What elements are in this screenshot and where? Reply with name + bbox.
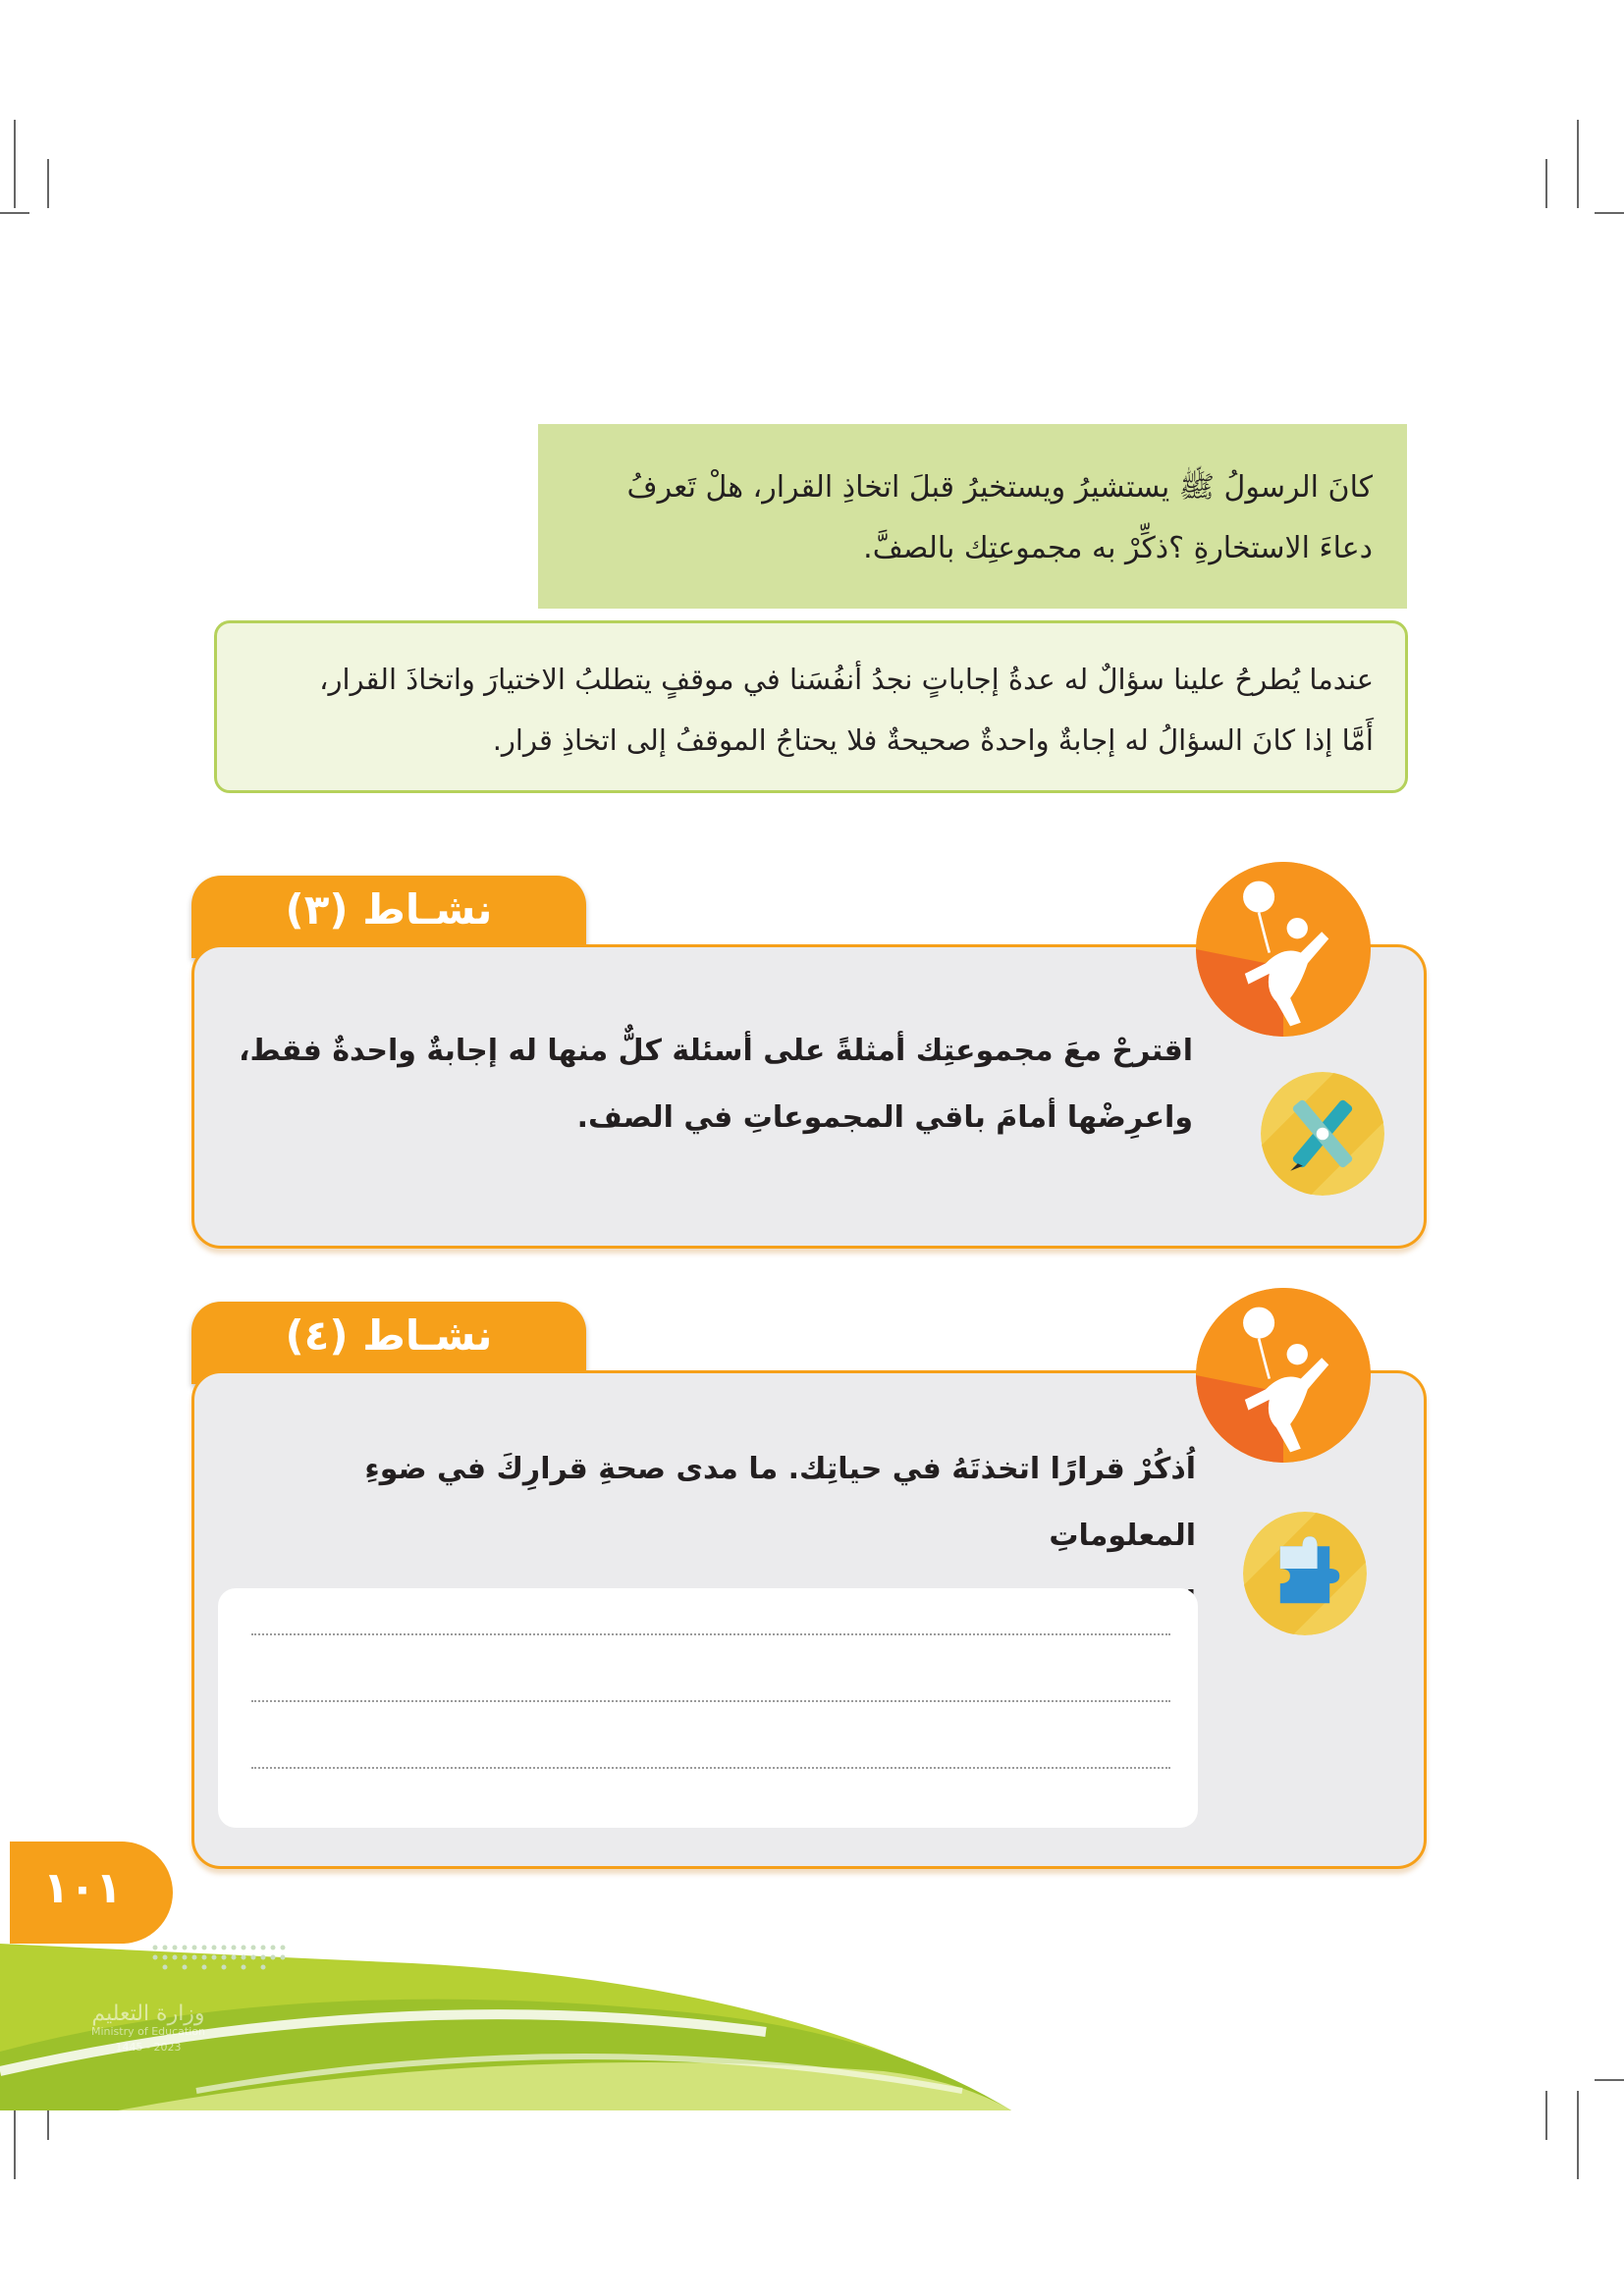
crop-mark [0,212,29,214]
ministry-logo-dots [147,1942,295,1971]
activity-3-text [231,1018,1193,1151]
activity-4-title: نشـاط (٤) [285,1311,493,1360]
page-number: ١٠١ [42,1863,123,1913]
ministry-name: وزارة التعليم [91,2002,205,2026]
answer-line[interactable] [251,1633,1170,1635]
crop-mark [14,120,16,208]
answer-area[interactable] [218,1588,1198,1828]
crop-mark [47,159,49,208]
activity-4-line-1: اُذكُرْ قرارًا اتخذتَهُ في حياتِك. ما مدى صحةِ قرارِكَ في ضوءِ المعلوماتِ [364,1452,1196,1553]
activity-3-line-2: واعرِضْها أمامَ باقي المجموعاتِ في الصف. [576,1100,1193,1135]
note-box [214,620,1408,793]
ministry-subtitle: Ministry of Education [90,2025,205,2038]
activity-3-line-1: اقترحْ معَ مجموعتِك أمثلةً على أسئلة كلٌّ منها له إجابةٌ واحدةٌ فقط، [239,1034,1193,1068]
child-with-balloon-icon [1196,862,1371,1037]
pencil-tools-icon [1261,1072,1384,1196]
note-text [235,649,1374,771]
intro-line-1: كانَ الرسولُ ﷺ يستشيرُ ويستخيرُ قبلَ اتخاذِ القرار، هلْ تَعرفُ [626,470,1373,505]
intro-line-2: دعاءَ الاستخارةِ ؟ذكِّرْ به مجموعتِك بالصفَّ. [863,531,1373,565]
crop-mark [1577,2091,1579,2179]
intro-box [538,424,1407,609]
activity-3-title: نشـاط (٣) [285,885,493,934]
answer-line[interactable] [251,1767,1170,1769]
child-with-balloon-icon [1196,1288,1371,1463]
crop-mark [1595,212,1624,214]
crop-mark [1577,120,1579,208]
intro-text [548,457,1373,579]
crop-mark [1595,2079,1624,2081]
answer-line[interactable] [251,1700,1170,1702]
note-line-2: أَمَّا إذا كانَ السؤالُ له إجابةٌ واحدةٌ صحيحةٌ فلا يحتاجُ الموقفُ إلى اتخاذِ قرار. [492,723,1374,757]
ministry-year: 2023 - 1445 [115,2041,182,2054]
crop-mark [1545,2091,1547,2140]
crop-mark [1545,159,1547,208]
note-line-1: عندما يُطرحُ علينا سؤالٌ له عدةُ إجاباتٍ نجدُ أنفُسَنا في موقفٍ يتطلبُ الاختيارَ واتخاذَ القرار، [319,663,1374,696]
puzzle-piece-icon [1243,1512,1367,1635]
ministry-watermark [84,2004,212,2056]
